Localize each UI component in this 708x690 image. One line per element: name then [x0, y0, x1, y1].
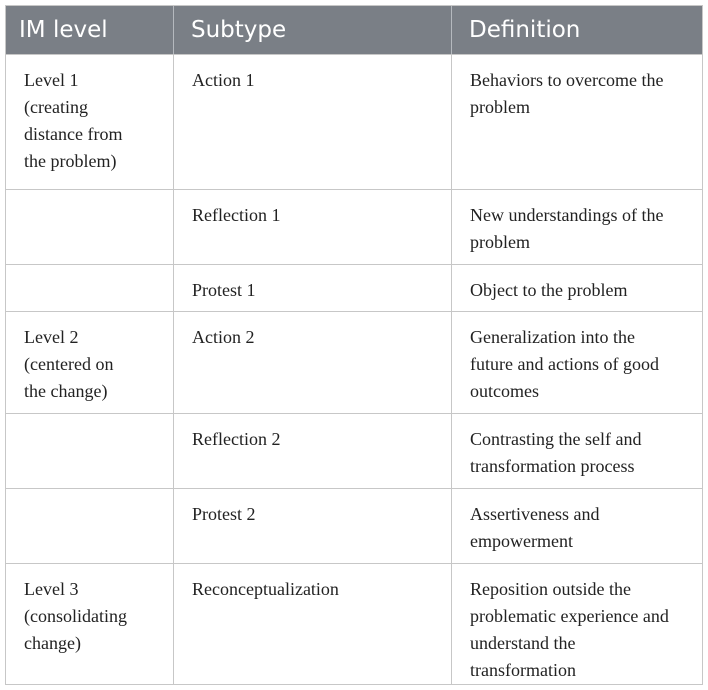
level-text: Level 1	[24, 70, 79, 90]
subtype-cell	[173, 564, 451, 684]
definition-text: Behaviors to overcome the	[470, 70, 664, 90]
definition-cell	[451, 564, 702, 684]
header-im-level: IM level	[19, 17, 108, 43]
subtype-text: Protest 2	[192, 504, 256, 524]
definition-text: Assertiveness and	[470, 504, 600, 524]
level-cell	[6, 489, 173, 563]
subtype-text: Reflection 2	[192, 429, 281, 449]
header-definition: Definition	[451, 6, 702, 54]
table-row	[6, 264, 702, 311]
definition-text: future and actions of good	[470, 354, 659, 374]
definition-text: understand the	[470, 633, 576, 653]
level-cell	[6, 414, 173, 488]
subtype-cell	[173, 312, 451, 413]
definition-text: Reposition outside the	[470, 579, 631, 599]
subtype-text: Action 2	[192, 327, 255, 347]
definition-text: problematic experience and	[470, 606, 669, 626]
table-row	[6, 413, 702, 488]
subtype-cell	[173, 489, 451, 563]
level-cell	[6, 312, 173, 413]
subtype-cell	[173, 414, 451, 488]
level-text: Level 2	[24, 327, 79, 347]
definition-cell	[451, 55, 702, 189]
header-subtype: Subtype	[173, 6, 451, 54]
table-row	[6, 311, 702, 413]
definition-text: problem	[470, 97, 530, 117]
level-text: (centered on	[24, 354, 114, 374]
definition-cell	[451, 190, 702, 264]
level-cell	[6, 265, 173, 311]
subtype-cell	[173, 55, 451, 189]
definition-cell	[451, 312, 702, 413]
level-text: the problem)	[24, 151, 117, 171]
table-row	[6, 488, 702, 563]
table-row	[6, 54, 702, 189]
table-header	[6, 6, 702, 54]
definition-text: transformation process	[470, 456, 635, 476]
level-cell	[6, 564, 173, 684]
definition-cell	[451, 414, 702, 488]
level-cell	[6, 55, 173, 189]
definition-text: Contrasting the self and	[470, 429, 642, 449]
definition-cell	[451, 489, 702, 563]
definition-text: Generalization into the	[470, 327, 635, 347]
im-levels-table	[5, 5, 703, 685]
subtype-text: Reflection 1	[192, 205, 281, 225]
definition-text: problem	[470, 232, 530, 252]
subtype-text: Action 1	[192, 70, 255, 90]
definition-text: Object to the problem	[470, 280, 628, 300]
definition-text: New understandings of the	[470, 205, 664, 225]
level-text: (consolidating	[24, 606, 127, 626]
subtype-text: Reconceptualization	[192, 579, 339, 599]
level-text: (creating	[24, 97, 88, 117]
level-cell	[6, 190, 173, 264]
subtype-cell	[173, 265, 451, 311]
definition-text: outcomes	[470, 381, 539, 401]
level-text: the change)	[24, 381, 108, 401]
definition-text: transformation	[470, 660, 576, 680]
table-row	[6, 563, 702, 684]
definition-cell	[451, 265, 702, 311]
level-text: change)	[24, 633, 81, 653]
subtype-text: Protest 1	[192, 280, 256, 300]
level-text: Level 3	[24, 579, 79, 599]
definition-text: empowerment	[470, 531, 573, 551]
table-row	[6, 189, 702, 264]
level-text: distance from	[24, 124, 123, 144]
subtype-cell	[173, 190, 451, 264]
